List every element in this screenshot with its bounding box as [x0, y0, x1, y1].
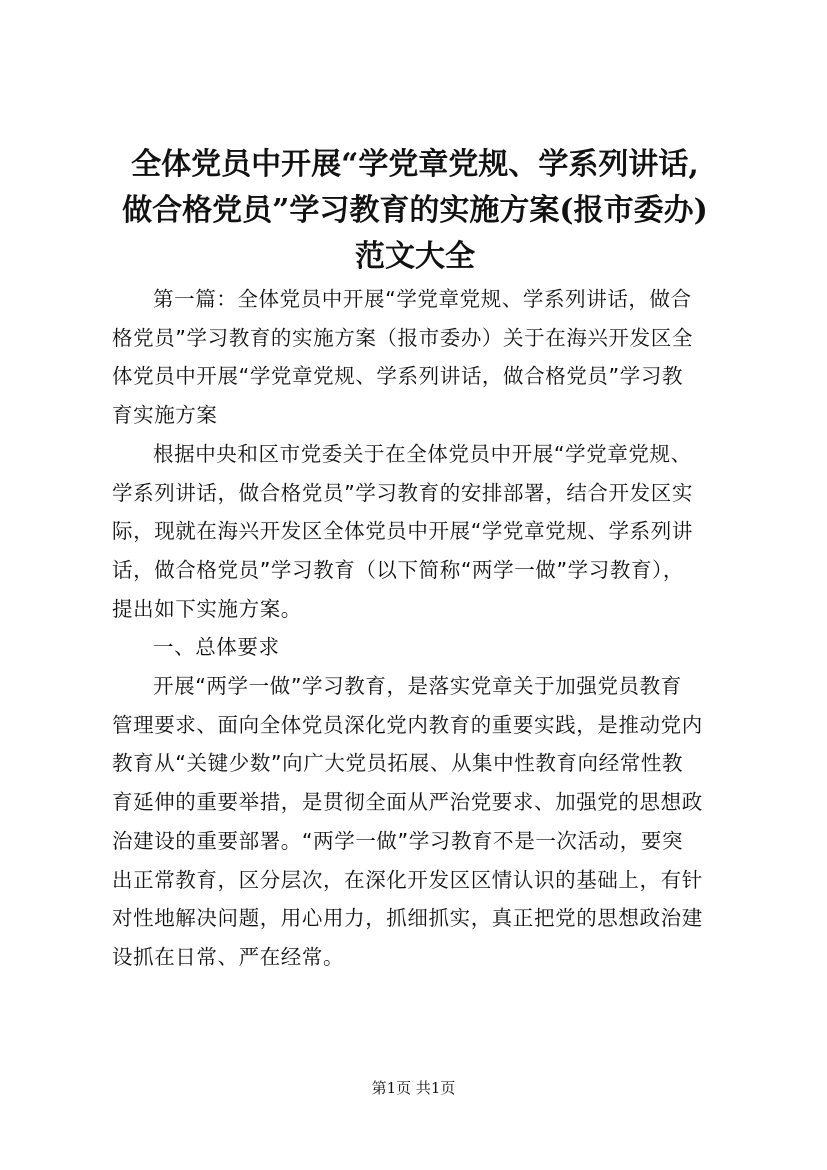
title-line: 做合格党员”学习教育的实施方案(报市委办) — [122, 193, 708, 228]
document-body — [112, 280, 724, 977]
paragraph-intro — [112, 280, 724, 435]
text-line: 开展“两学一做”学习教育，是落实党章关于加强党员教育 — [153, 674, 682, 699]
text-line: 第一篇：全体党员中开展“学党章党规、学系列讲话，做合 — [153, 287, 692, 311]
section-heading — [112, 628, 724, 667]
text-line: 育延伸的重要举措，是贯彻全面从严治党要求、加强党的思想政 — [112, 790, 703, 815]
text-line: 对性地解决问题，用心用力，抓细抓实，真正把党的思想政治建 — [112, 906, 703, 931]
page-footer: 第1页 共1页 — [371, 1079, 456, 1097]
text-line: 一、总体要求 — [153, 635, 280, 660]
paragraph-requirements — [112, 667, 724, 977]
text-line: 际，现就在海兴开发区全体党员中开展“学党章党规、学系列讲 — [112, 519, 693, 544]
text-line: 话，做合格党员”学习教育（以下简称“两学一做”学习教育）， — [112, 557, 685, 582]
document-title — [95, 142, 735, 280]
text-line: 学系列讲话，做合格党员”学习教育的安排部署，结合开发区实 — [112, 480, 693, 505]
text-line: 设抓在日常、严在经常。 — [112, 944, 345, 969]
title-line: 全体党员中开展“学党章党规、学系列讲话, — [131, 147, 699, 182]
text-line: 根据中央和区市党委关于在全体党员中开展“学党章党规、 — [153, 441, 692, 466]
text-line: 管理要求、面向全体党员深化党内教育的重要实践，是推动党内 — [112, 712, 703, 737]
title-line: 范文大全 — [355, 239, 475, 274]
paragraph-basis — [112, 435, 724, 629]
text-line: 治建设的重要部署。“两学一做”学习教育不是一次活动，要突 — [112, 828, 684, 853]
text-line: 教育从“关键少数”向广大党员拓展、从集中性教育向经常性教 — [112, 751, 684, 776]
text-line: 出正常教育，区分层次，在深化开发区区情认识的基础上，有针 — [112, 867, 703, 892]
text-line: 育实施方案 — [112, 403, 218, 428]
text-line: 格党员”学习教育的实施方案（报市委办）关于在海兴开发区全 — [112, 325, 693, 350]
text-line: 体党员中开展“学党章党规、学系列讲话，做合格党员”学习教 — [112, 364, 684, 389]
text-line: 提出如下实施方案。 — [112, 596, 302, 621]
